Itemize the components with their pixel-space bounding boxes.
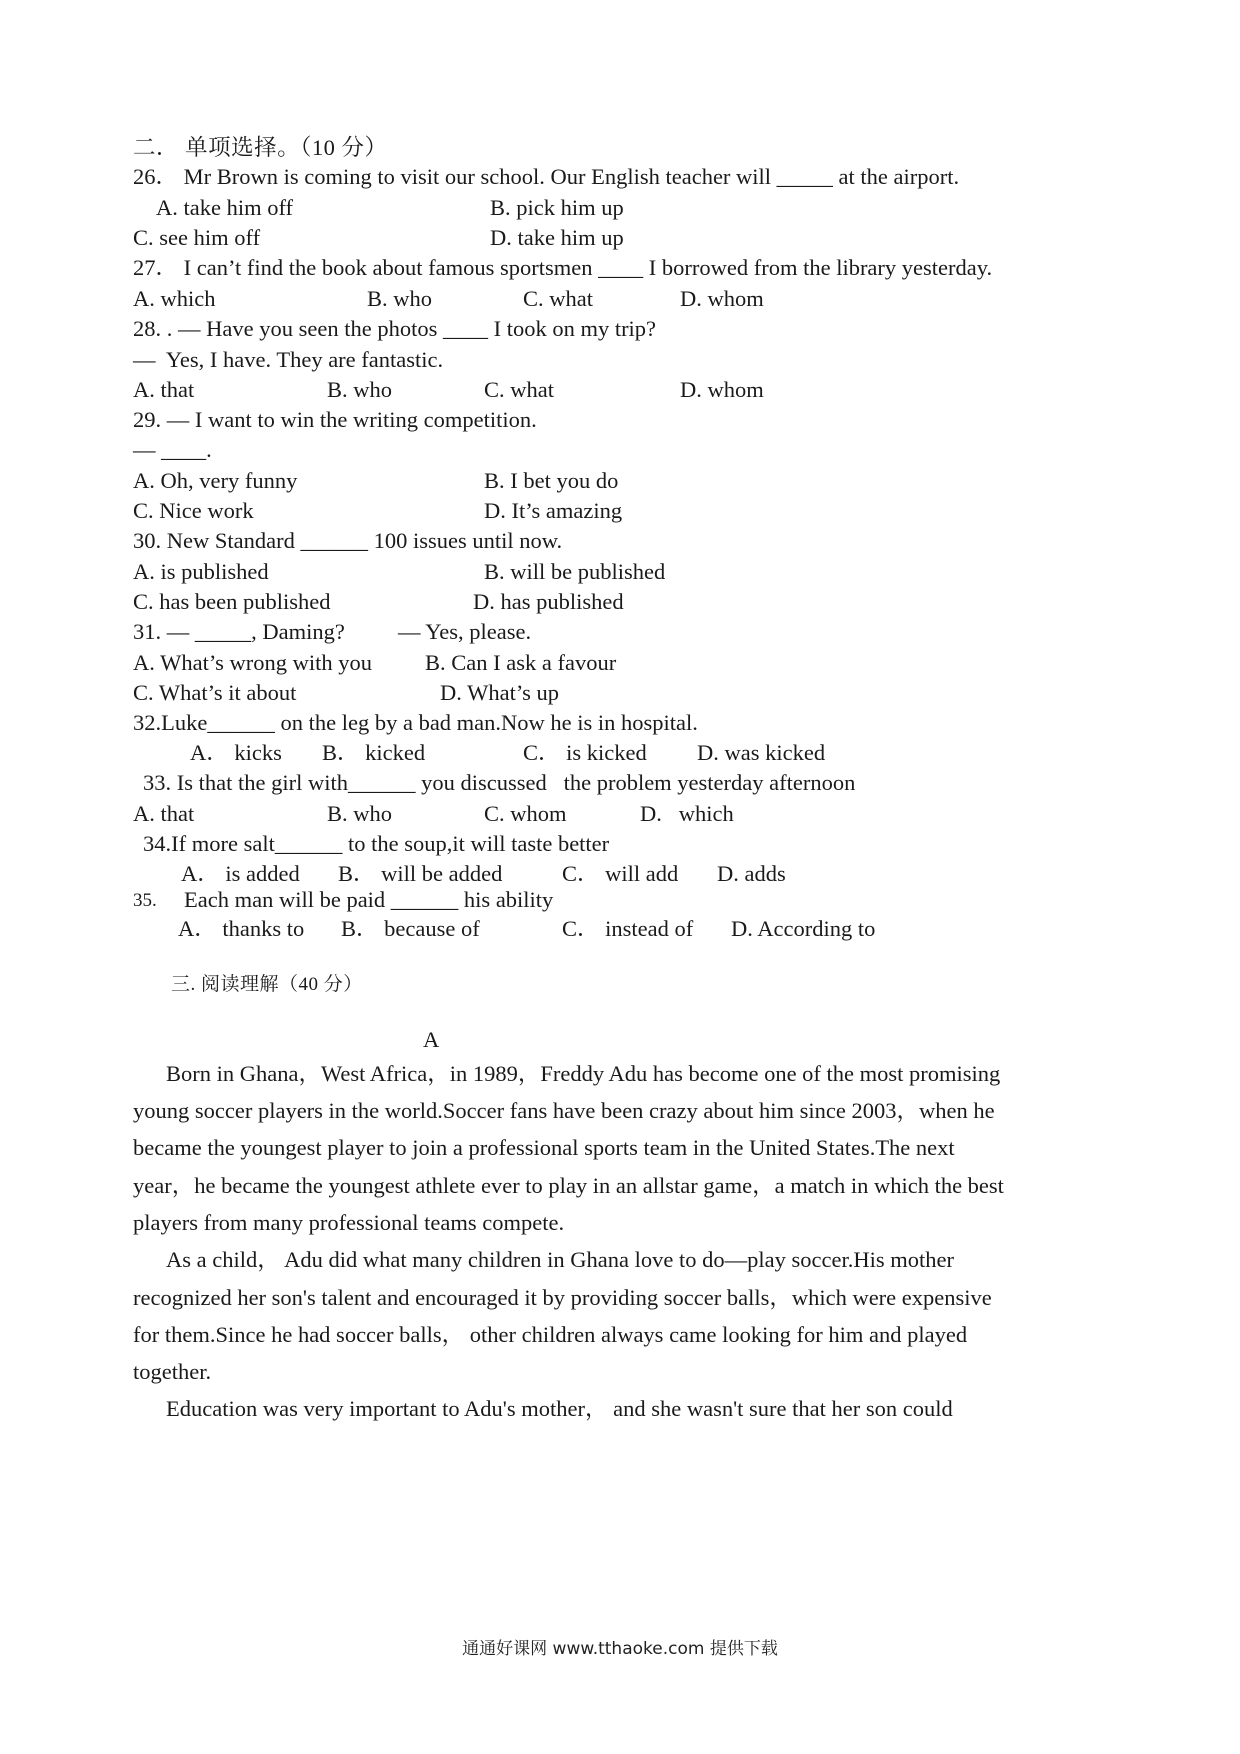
q34-option-a: A． is added bbox=[181, 861, 300, 886]
q32-stem: 32.Luke______ on the leg by a bad man.Now he is in hospital. bbox=[133, 710, 698, 735]
q26-option-a: A. take him off bbox=[156, 195, 294, 220]
q29-reply: — ____. bbox=[133, 437, 212, 462]
passage-line: Born in Ghana，West Africa，in 1989，Freddy Adu has become one of the most promising bbox=[166, 1061, 1001, 1086]
q31-stem: 31. — _____, Daming? bbox=[133, 619, 345, 644]
q32-option-b: B． kicked bbox=[322, 740, 426, 765]
passage-line: year，he became the youngest athlete ever to play in an allstar game，a match in which the best bbox=[133, 1173, 1004, 1198]
q27-option-b: B. who bbox=[367, 286, 433, 311]
q26-option-b: B. pick him up bbox=[490, 195, 624, 220]
q35-stem: Each man will be paid ______ his ability bbox=[184, 887, 554, 912]
passage-line: As a child， Adu did what many children in Ghana love to do—play soccer.His mother bbox=[166, 1247, 954, 1272]
q27-option-c: C. what bbox=[523, 286, 593, 311]
q30-stem: 30. New Standard ______ 100 issues until now. bbox=[133, 528, 563, 553]
q27-stem: 27． I can’t find the book about famous sportsmen ____ I borrowed from the library yesterday. bbox=[133, 255, 993, 280]
q31-option-b: B. Can I ask a favour bbox=[425, 650, 617, 675]
passage-line: together. bbox=[133, 1359, 212, 1384]
q32-option-c: C． is kicked bbox=[523, 740, 647, 765]
q35-option-c: C． instead of bbox=[562, 916, 694, 941]
passage-line: recognized her son's talent and encouraged it by providing soccer balls，which were expensive bbox=[133, 1285, 992, 1310]
q35-option-a: A． thanks to bbox=[178, 916, 305, 941]
q30-option-c: C. has been published bbox=[133, 589, 331, 614]
q28-option-d: D. whom bbox=[680, 377, 764, 402]
q31-reply: — Yes, please. bbox=[398, 619, 532, 644]
section-3-heading: 三. 阅读理解（40 分） bbox=[171, 974, 363, 995]
q28-option-b: B. who bbox=[327, 377, 393, 402]
q35-number: 35. bbox=[133, 890, 157, 911]
q27-option-d: D. whom bbox=[680, 286, 764, 311]
q28-stem: 28. . — Have you seen the photos ____ I took on my trip? bbox=[133, 316, 657, 341]
q35-option-d: D. According to bbox=[731, 916, 876, 941]
q32-option-a: A． kicks bbox=[190, 740, 282, 765]
q34-option-c: C． will add bbox=[562, 861, 679, 886]
q29-option-c: C. Nice work bbox=[133, 498, 254, 523]
q29-option-a: A. Oh, very funny bbox=[133, 468, 298, 493]
q26-stem: 26． Mr Brown is coming to visit our school. Our English teacher will _____ at the airport. bbox=[133, 164, 960, 189]
passage-line: young soccer players in the world.Soccer fans have been crazy about him since 2003，when he bbox=[133, 1098, 995, 1123]
q29-option-b: B. I bet you do bbox=[484, 468, 619, 493]
q35-option-b: B． because of bbox=[341, 916, 480, 941]
passage-label: A bbox=[423, 1027, 440, 1052]
q30-option-b: B. will be published bbox=[484, 559, 666, 584]
q34-option-b: B． will be added bbox=[338, 861, 503, 886]
q29-option-d: D. It’s amazing bbox=[484, 498, 623, 523]
q31-option-c: C. What’s it about bbox=[133, 680, 297, 705]
q34-stem: 34.If more salt______ to the soup,it will taste better bbox=[143, 831, 610, 856]
q26-option-c: C. see him off bbox=[133, 225, 261, 250]
section-2-heading: 二． 单项选择。（10 分） bbox=[133, 135, 388, 160]
q33-option-c: C. whom bbox=[484, 801, 567, 826]
passage-line: Education was very important to Adu's mother， and she wasn't sure that her son could bbox=[166, 1396, 953, 1421]
q33-option-a: A. that bbox=[133, 801, 195, 826]
q28-reply: — Yes, I have. They are fantastic. bbox=[133, 347, 444, 372]
q31-option-a: A. What’s wrong with you bbox=[133, 650, 372, 675]
q31-option-d: D. What’s up bbox=[440, 680, 559, 705]
q30-option-a: A. is published bbox=[133, 559, 269, 584]
footer-watermark: 通通好课网 www.tthaoke.com 提供下载 bbox=[462, 1639, 778, 1659]
passage-line: for them.Since he had soccer balls， other children always came looking for him and played bbox=[133, 1322, 968, 1347]
passage-line: players from many professional teams compete. bbox=[133, 1210, 565, 1235]
q29-stem: 29. — I want to win the writing competition. bbox=[133, 407, 537, 432]
q33-option-b: B. who bbox=[327, 801, 393, 826]
q28-option-a: A. that bbox=[133, 377, 195, 402]
q26-option-d: D. take him up bbox=[490, 225, 624, 250]
q28-option-c: C. what bbox=[484, 377, 554, 402]
passage-line: became the youngest player to join a professional sports team in the United States.The next bbox=[133, 1135, 955, 1160]
q32-option-d: D. was kicked bbox=[697, 740, 826, 765]
q33-stem: 33. Is that the girl with______ you discussed the problem yesterday afternoon bbox=[143, 770, 856, 795]
q27-option-a: A. which bbox=[133, 286, 216, 311]
q33-option-d: D. which bbox=[640, 801, 734, 826]
q30-option-d: D. has published bbox=[473, 589, 624, 614]
q34-option-d: D. adds bbox=[717, 861, 786, 886]
